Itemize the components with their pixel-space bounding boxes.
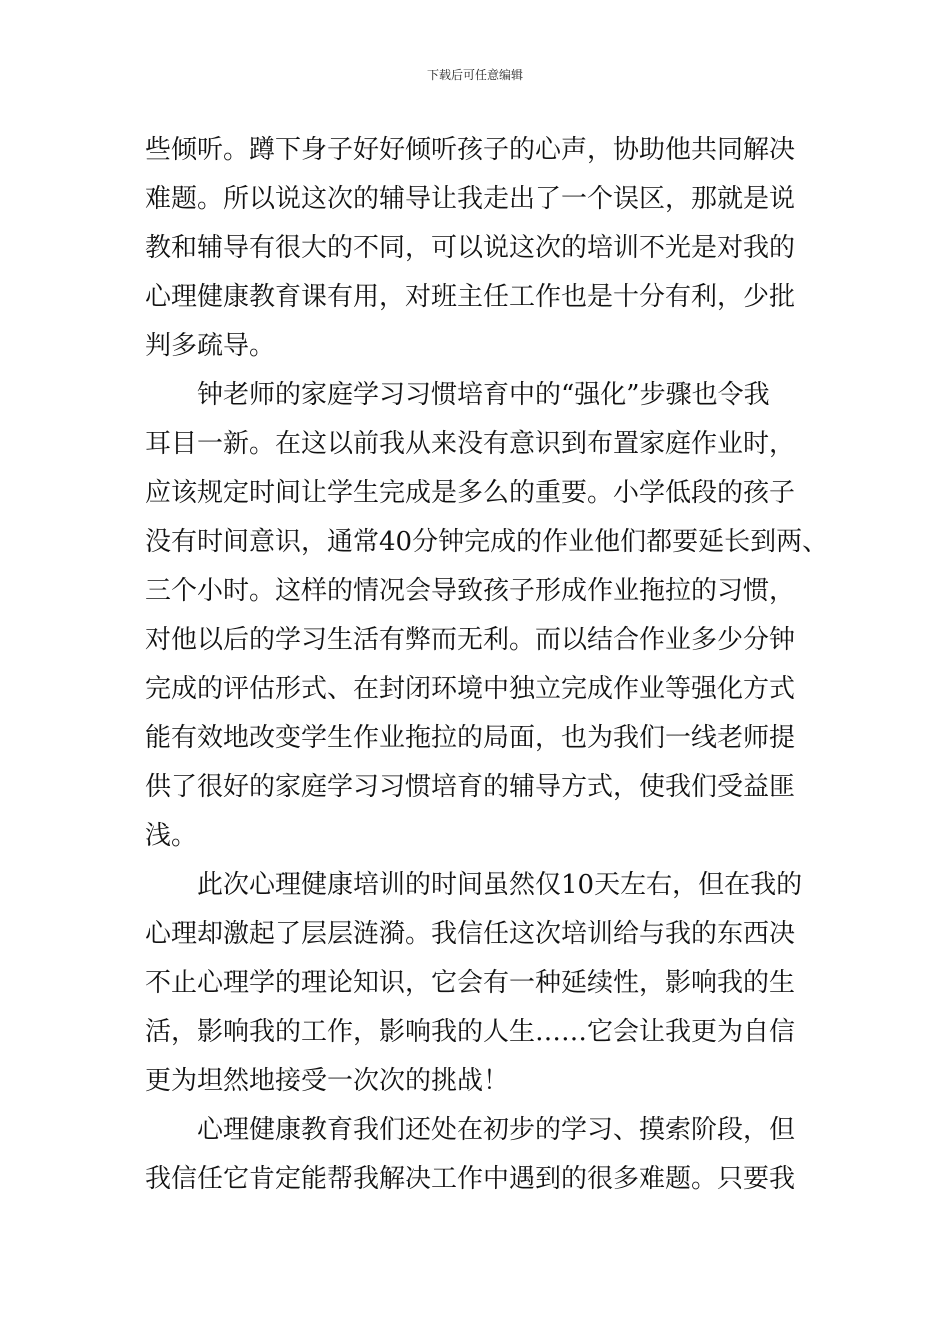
- text-line: 活，影响我的工作，影响我的人生……它会让我更为自信: [145, 1017, 796, 1047]
- text-line: 供了很好的家庭学习习惯培育的辅导方式，使我们受益匪: [145, 772, 796, 802]
- text-line: 没有时间意识，通常40分钟完成的作业他们都要延长到两、: [145, 527, 829, 557]
- body-text: [145, 126, 835, 1204]
- paragraph-start-line: 钟老师的家庭学习习惯培育中的“强化”步骤也令我: [197, 380, 770, 410]
- text-line: 应该规定时间让学生完成是多么的重要。小学低段的孩子: [145, 478, 796, 508]
- text-line: 浅。: [145, 821, 198, 851]
- text-line: 我信任它肯定能帮我解决工作中遇到的很多难题。只要我: [145, 1164, 796, 1194]
- text-line: 完成的评估形式、在封闭环境中独立完成作业等强化方式: [145, 674, 796, 704]
- text-line: 心理却激起了层层涟漪。我信任这次培训给与我的东西决: [145, 919, 796, 949]
- page-header: 下载后可任意编辑: [426, 68, 523, 82]
- text-line: 对他以后的学习生活有弊而无利。而以结合作业多少分钟: [145, 625, 796, 655]
- text-line: 些倾听。蹲下身子好好倾听孩子的心声，协助他共同解决: [145, 135, 796, 165]
- text-line: 三个小时。这样的情况会导致孩子形成作业拖拉的习惯，: [145, 576, 796, 606]
- text-line: 心理健康教育课有用，对班主任工作也是十分有利，少批: [145, 282, 796, 312]
- paragraph-start-line: 心理健康教育我们还处在初步的学习、摸索阶段，但: [197, 1115, 796, 1145]
- text-line: 难题。所以说这次的辅导让我走出了一个误区，那就是说: [145, 184, 796, 214]
- text-line: 更为坦然地接受一次次的挑战！: [145, 1066, 510, 1096]
- paragraph-start-line: 此次心理健康培训的时间虽然仅10天左右，但在我的: [197, 870, 803, 900]
- text-line: 不止心理学的理论知识，它会有一种延续性，影响我的生: [145, 968, 796, 998]
- text-line: 能有效地改变学生作业拖拉的局面，也为我们一线老师提: [145, 723, 796, 753]
- text-line: 耳目一新。在这以前我从来没有意识到布置家庭作业时，: [145, 429, 796, 459]
- text-line: 判多疏导。: [145, 331, 276, 361]
- text-line: 教和辅导有很大的不同，可以说这次的培训不光是对我的: [145, 233, 796, 263]
